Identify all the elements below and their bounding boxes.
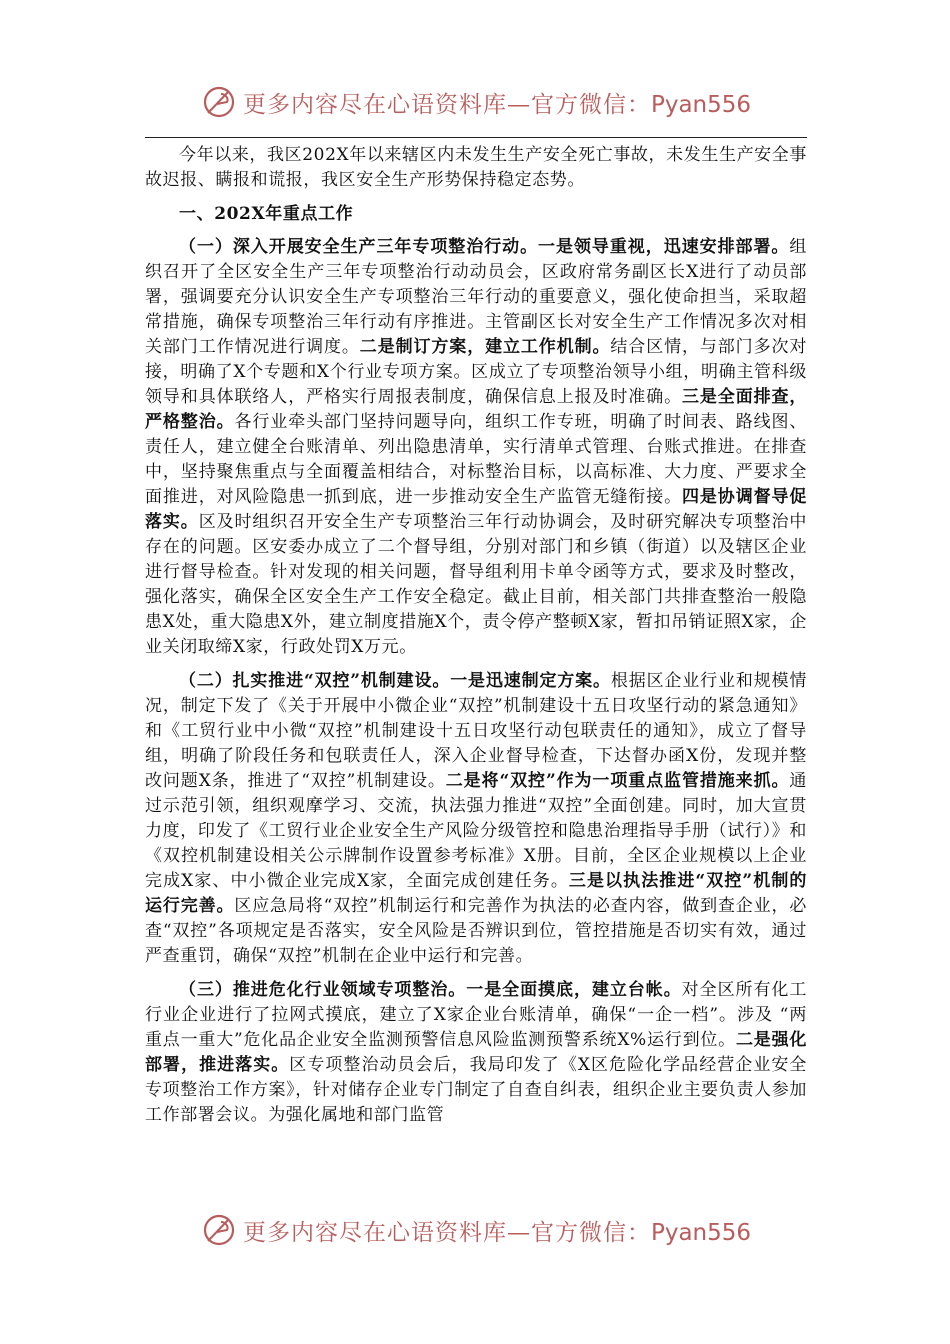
paragraph-1: （一）深入开展安全生产三年专项整治行动。一是领导重视，迅速安排部署。组织召开了全区安全生产三年专项整治行动动员会，区政府常务副区长X进行了动员部署，强调要充分认识安全生产专项整治三年行动的重要意义，强化使命担当，采取超常措施，确保专项整治三年行动有序推进。主管副区长对安全生产工作情况多次对相关部门工作情况进行调度。二是制订方案，建立工作机制。结合区情，与部门多次对接，明确了X个专题和X个行业专项方案。区成立了专项整治领导小组，明确主管科级领导和具体联络人，严格实行周报表制度，确保信息上报及时准确。三是全面排查，严格整治。各行业牵头部门坚持问题导向，组织工作专班，明确了时间表、路线图、责任人，建立健全台账清单、列出隐患清单，实行清单式管理、台账式推进。在排查中，坚持聚焦重点与全面覆盖相结合，对标整治目标，以高标准、大力度、严要求全面推进，对风险隐患一抓到底，进一步推动安全生产监管无缝衔接。四是协调督导促落实。区及时组织召开安全生产专项整治三年行动协调会，及时研究解决专项整治中存在的问题。区安委办成立了二个督导组，分别对部门和乡镇（街道）以及辖区企业进行督导检查。针对发现的相关问题，督导组利用卡单令函等方式，要求及时整改，强化落实，确保全区安全生产工作安全稳定。截止目前，相关部门共排查整治一般隐患X处，重大隐患X外，建立制度措施X个，责令停产整顿X家，暂扣吊销证照X家，企业关闭取缔X家，行政处罚X万元。 bbox=[145, 237, 807, 657]
header-watermark-banner bbox=[0, 80, 950, 124]
banner-text: 更多内容尽在心语资料库—官方微信：Pyan556 bbox=[242, 91, 752, 118]
paragraph-2: （二）扎实推进“双控”机制建设。一是迅速制定方案。根据区企业行业和规模情况，制定下发了《关于开展中小微企业“双控”机制建设十五日攻坚行动的紧急通知》和《工贸行业中小微“双控”机制建设十五日攻坚行动包联责任的通知》，成立了督导组，明确了阶段任务和包联责任人，深入企业督导检查，下达督办函X份，发现并整改问题X条，推进了“双控”机制建设。二是将“双控”作为一项重点监管措施来抓。通过示范引领，组织观摩学习、交流，执法强力推进“双控”全面创建。同时，加大宣贯力度，印发了《工贸行业企业安全生产风险分级管控和隐患治理指导手册（试行）》和《双控机制建设相关公示牌制作设置参考标准》X册。目前，全区企业规模以上企业完成X家、中小微企业完成X家，全面完成创建任务。三是以执法推进“双控”机制的运行完善。区应急局将“双控”机制运行和完善作为执法的必查内容，做到查企业，必查“双控”各项规定是否落实，安全风险是否辨识到位，管控措施是否切实有效，通过严查重罚，确保“双控”机制在企业中运行和完善。 bbox=[145, 671, 807, 966]
document-body bbox=[145, 143, 807, 1137]
footer-watermark-banner bbox=[0, 1208, 950, 1252]
paragraph-3: （三）推进危化行业领域专项整治。一是全面摸底，建立台帐。对全区所有化工行业企业进行了拉网式摸底，建立了X家企业台账清单，确保“一企一档”。涉及 “两重点一重大”危化品企业安全监测预警信息风险监测预警系统X%运行到位。二是强化部署，推进落实。区专项整治动员会后，我局印发了《X区危险化学品经营企业安全专项整治工作方案》，针对储存企业专门制定了自查自纠表，组织企业主要负责人参加工作部署会议。为强化属地和部门监管 bbox=[145, 980, 807, 1125]
feather-logo-icon bbox=[199, 82, 239, 122]
header-rule bbox=[145, 137, 807, 138]
feather-logo-icon bbox=[199, 1210, 239, 1250]
intro-paragraph: 今年以来，我区202X年以来辖区内未发生生产安全死亡事故，未发生生产安全事故迟报、瞒报和谎报，我区安全生产形势保持稳定态势。 bbox=[145, 145, 807, 190]
banner-text: 更多内容尽在心语资料库—官方微信：Pyan556 bbox=[242, 1219, 752, 1246]
section-heading: 一、202X年重点工作 bbox=[179, 204, 354, 224]
